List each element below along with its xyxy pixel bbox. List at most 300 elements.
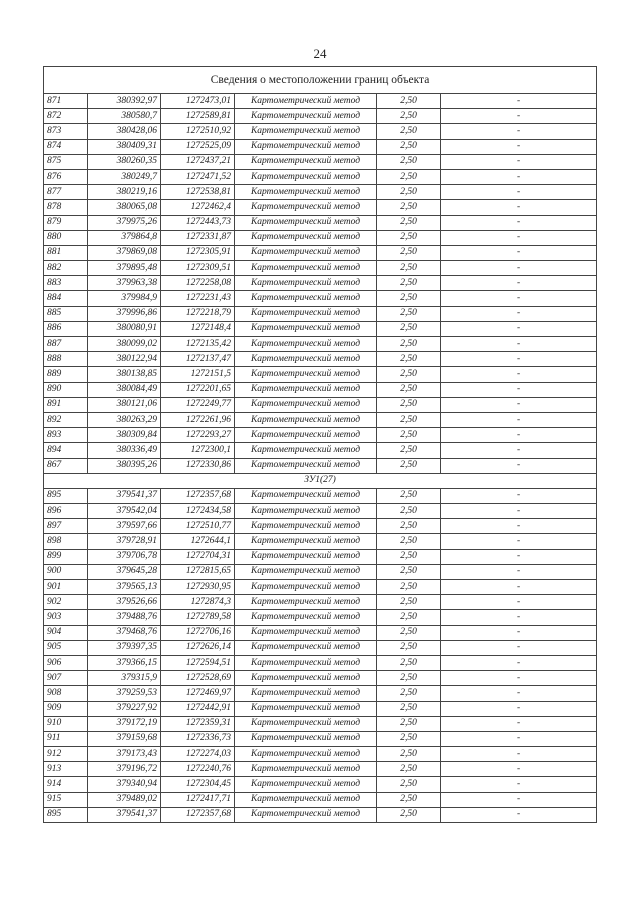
point-number-cell: 883 (44, 276, 88, 291)
point-number-cell: 896 (44, 504, 88, 519)
accuracy-cell: 2,50 (377, 397, 441, 412)
point-number-cell: 891 (44, 397, 88, 412)
coord-x-cell: 379366,15 (88, 655, 161, 670)
point-number-cell: 886 (44, 321, 88, 336)
coord-y-cell: 1272357,68 (161, 807, 235, 822)
description-cell: - (441, 245, 597, 260)
page-number: 24 (313, 46, 327, 61)
point-number-cell: 885 (44, 306, 88, 321)
boundary-coordinates-table (43, 66, 597, 823)
coord-x-cell: 380260,35 (88, 154, 161, 169)
coord-x-cell: 379565,13 (88, 580, 161, 595)
table-row (44, 807, 597, 822)
coord-y-cell: 1272789,58 (161, 610, 235, 625)
point-number-cell: 908 (44, 686, 88, 701)
description-cell: - (441, 154, 597, 169)
table-row (44, 397, 597, 412)
point-number-cell: 905 (44, 640, 88, 655)
coord-y-cell: 1272594,51 (161, 655, 235, 670)
point-number-cell: 873 (44, 124, 88, 139)
description-cell: - (441, 792, 597, 807)
method-cell: Картометрический метод (235, 807, 377, 822)
description-cell: - (441, 625, 597, 640)
accuracy-cell: 2,50 (377, 564, 441, 579)
accuracy-cell: 2,50 (377, 534, 441, 549)
accuracy-cell: 2,50 (377, 762, 441, 777)
description-cell: - (441, 276, 597, 291)
coord-y-cell: 1272437,21 (161, 154, 235, 169)
table-row (44, 412, 597, 427)
description-cell: - (441, 564, 597, 579)
method-cell: Картометрический метод (235, 109, 377, 124)
table-row (44, 169, 597, 184)
accuracy-cell: 2,50 (377, 185, 441, 200)
table-row (44, 564, 597, 579)
accuracy-cell: 2,50 (377, 595, 441, 610)
coord-y-cell: 1272510,77 (161, 519, 235, 534)
table-row (44, 352, 597, 367)
accuracy-cell: 2,50 (377, 807, 441, 822)
coord-y-cell: 1272135,42 (161, 337, 235, 352)
table-row (44, 655, 597, 670)
table-row (44, 595, 597, 610)
coord-y-cell: 1272336,73 (161, 731, 235, 746)
method-cell: Картометрический метод (235, 382, 377, 397)
coord-x-cell: 379706,78 (88, 549, 161, 564)
table-row (44, 747, 597, 762)
coord-x-cell: 379173,43 (88, 747, 161, 762)
coord-x-cell: 379340,94 (88, 777, 161, 792)
table-row (44, 215, 597, 230)
table-row (44, 504, 597, 519)
coord-x-cell: 379984,9 (88, 291, 161, 306)
table-row (44, 230, 597, 245)
point-number-cell: 904 (44, 625, 88, 640)
coord-y-cell: 1272589,81 (161, 109, 235, 124)
table-row (44, 261, 597, 276)
coord-x-cell: 380084,49 (88, 382, 161, 397)
description-cell: - (441, 169, 597, 184)
coord-x-cell: 379996,86 (88, 306, 161, 321)
point-number-cell: 892 (44, 412, 88, 427)
method-cell: Картометрический метод (235, 731, 377, 746)
coord-x-cell: 380263,29 (88, 412, 161, 427)
table-row (44, 139, 597, 154)
method-cell: Картометрический метод (235, 200, 377, 215)
description-cell: - (441, 139, 597, 154)
point-number-cell: 874 (44, 139, 88, 154)
description-cell: - (441, 230, 597, 245)
coord-y-cell: 1272644,1 (161, 534, 235, 549)
method-cell: Картометрический метод (235, 640, 377, 655)
description-cell: - (441, 109, 597, 124)
accuracy-cell: 2,50 (377, 412, 441, 427)
accuracy-cell: 2,50 (377, 428, 441, 443)
coord-x-cell: 379227,92 (88, 701, 161, 716)
coord-x-cell: 379895,48 (88, 261, 161, 276)
point-number-cell: 872 (44, 109, 88, 124)
method-cell: Картометрический метод (235, 321, 377, 336)
point-number-cell: 907 (44, 671, 88, 686)
method-cell: Картометрический метод (235, 777, 377, 792)
coord-y-cell: 1272874,3 (161, 595, 235, 610)
method-cell: Картометрический метод (235, 747, 377, 762)
method-cell: Картометрический метод (235, 124, 377, 139)
point-number-cell: 875 (44, 154, 88, 169)
method-cell: Картометрический метод (235, 245, 377, 260)
coord-x-cell: 379397,35 (88, 640, 161, 655)
coord-y-cell: 1272201,65 (161, 382, 235, 397)
method-cell: Картометрический метод (235, 185, 377, 200)
coord-x-cell: 379541,37 (88, 807, 161, 822)
point-number-cell: 910 (44, 716, 88, 731)
point-number-cell: 880 (44, 230, 88, 245)
method-cell: Картометрический метод (235, 671, 377, 686)
point-number-cell: 889 (44, 367, 88, 382)
description-cell: - (441, 428, 597, 443)
coord-y-cell: 1272274,03 (161, 747, 235, 762)
coord-x-cell: 380219,16 (88, 185, 161, 200)
description-cell: - (441, 686, 597, 701)
table-row (44, 777, 597, 792)
method-cell: Картометрический метод (235, 412, 377, 427)
point-number-cell: 899 (44, 549, 88, 564)
method-cell: Картометрический метод (235, 625, 377, 640)
coord-x-cell: 380580,7 (88, 109, 161, 124)
point-number-cell: 877 (44, 185, 88, 200)
description-cell: - (441, 337, 597, 352)
table-row (44, 701, 597, 716)
coord-x-cell: 380080,91 (88, 321, 161, 336)
description-cell: - (441, 291, 597, 306)
coord-x-cell: 379597,66 (88, 519, 161, 534)
coord-x-cell: 379975,26 (88, 215, 161, 230)
method-cell: Картометрический метод (235, 215, 377, 230)
coord-y-cell: 1272305,91 (161, 245, 235, 260)
coord-x-cell: 380409,31 (88, 139, 161, 154)
coord-x-cell: 379645,28 (88, 564, 161, 579)
method-cell: Картометрический метод (235, 564, 377, 579)
coord-y-cell: 1272510,92 (161, 124, 235, 139)
description-cell: - (441, 807, 597, 822)
method-cell: Картометрический метод (235, 701, 377, 716)
coord-y-cell: 1272359,31 (161, 716, 235, 731)
table-row (44, 792, 597, 807)
point-number-cell: 901 (44, 580, 88, 595)
coord-y-cell: 1272293,27 (161, 428, 235, 443)
coord-y-cell: 1272417,71 (161, 792, 235, 807)
coord-x-cell: 379196,72 (88, 762, 161, 777)
accuracy-cell: 2,50 (377, 337, 441, 352)
coord-y-cell: 1272930,95 (161, 580, 235, 595)
table-row (44, 428, 597, 443)
accuracy-cell: 2,50 (377, 306, 441, 321)
description-cell: - (441, 94, 597, 109)
coord-x-cell: 379468,76 (88, 625, 161, 640)
point-number-cell: 895 (44, 807, 88, 822)
method-cell: Картометрический метод (235, 610, 377, 625)
description-cell: - (441, 504, 597, 519)
coord-y-cell: 1272528,69 (161, 671, 235, 686)
coord-y-cell: 1272525,09 (161, 139, 235, 154)
method-cell: Картометрический метод (235, 443, 377, 458)
coord-y-cell: 1272261,96 (161, 412, 235, 427)
method-cell: Картометрический метод (235, 519, 377, 534)
description-cell: - (441, 412, 597, 427)
table-row (44, 671, 597, 686)
description-cell: - (441, 488, 597, 503)
accuracy-cell: 2,50 (377, 245, 441, 260)
coord-y-cell: 1272469,97 (161, 686, 235, 701)
accuracy-cell: 2,50 (377, 321, 441, 336)
point-number-cell: 887 (44, 337, 88, 352)
point-number-cell: 915 (44, 792, 88, 807)
point-number-cell: 879 (44, 215, 88, 230)
coord-y-cell: 1272473,01 (161, 94, 235, 109)
accuracy-cell: 2,50 (377, 747, 441, 762)
accuracy-cell: 2,50 (377, 154, 441, 169)
coord-y-cell: 1272462,4 (161, 200, 235, 215)
point-number-cell: 895 (44, 488, 88, 503)
point-number-cell: 890 (44, 382, 88, 397)
coord-x-cell: 379488,76 (88, 610, 161, 625)
coord-x-cell: 380121,06 (88, 397, 161, 412)
coord-x-cell: 379869,08 (88, 245, 161, 260)
section-heading-row (44, 473, 597, 488)
description-cell: - (441, 595, 597, 610)
accuracy-cell: 2,50 (377, 731, 441, 746)
table-row (44, 534, 597, 549)
description-cell: - (441, 716, 597, 731)
method-cell: Картометрический метод (235, 686, 377, 701)
coord-y-cell: 1272331,87 (161, 230, 235, 245)
description-cell: - (441, 580, 597, 595)
coord-x-cell: 379159,68 (88, 731, 161, 746)
coord-x-cell: 379864,8 (88, 230, 161, 245)
coord-x-cell: 380392,97 (88, 94, 161, 109)
point-number-cell: 903 (44, 610, 88, 625)
coord-y-cell: 1272309,51 (161, 261, 235, 276)
description-cell: - (441, 777, 597, 792)
table-row (44, 686, 597, 701)
accuracy-cell: 2,50 (377, 109, 441, 124)
table-row (44, 382, 597, 397)
method-cell: Картометрический метод (235, 549, 377, 564)
description-cell: - (441, 352, 597, 367)
coord-x-cell: 380099,02 (88, 337, 161, 352)
section-heading: ЗУ1(27) (44, 473, 597, 488)
coord-y-cell: 1272231,43 (161, 291, 235, 306)
method-cell: Картометрический метод (235, 276, 377, 291)
point-number-cell: 888 (44, 352, 88, 367)
coord-x-cell: 379963,38 (88, 276, 161, 291)
point-number-cell: 893 (44, 428, 88, 443)
description-cell: - (441, 731, 597, 746)
description-cell: - (441, 397, 597, 412)
description-cell: - (441, 306, 597, 321)
description-cell: - (441, 671, 597, 686)
method-cell: Картометрический метод (235, 261, 377, 276)
table-row (44, 519, 597, 534)
accuracy-cell: 2,50 (377, 792, 441, 807)
accuracy-cell: 2,50 (377, 716, 441, 731)
method-cell: Картометрический метод (235, 139, 377, 154)
table-row (44, 610, 597, 625)
point-number-cell: 897 (44, 519, 88, 534)
point-number-cell: 906 (44, 655, 88, 670)
coord-y-cell: 1272300,1 (161, 443, 235, 458)
description-cell: - (441, 200, 597, 215)
accuracy-cell: 2,50 (377, 352, 441, 367)
table-row (44, 337, 597, 352)
accuracy-cell: 2,50 (377, 200, 441, 215)
coord-x-cell: 380395,26 (88, 458, 161, 473)
coord-x-cell: 379728,91 (88, 534, 161, 549)
description-cell: - (441, 321, 597, 336)
description-cell: - (441, 215, 597, 230)
coord-x-cell: 379315,9 (88, 671, 161, 686)
coord-y-cell: 1272357,68 (161, 488, 235, 503)
method-cell: Картометрический метод (235, 291, 377, 306)
coord-y-cell: 1272218,79 (161, 306, 235, 321)
accuracy-cell: 2,50 (377, 169, 441, 184)
point-number-cell: 912 (44, 747, 88, 762)
accuracy-cell: 2,50 (377, 215, 441, 230)
coord-x-cell: 379172,19 (88, 716, 161, 731)
accuracy-cell: 2,50 (377, 382, 441, 397)
point-number-cell: 882 (44, 261, 88, 276)
accuracy-cell: 2,50 (377, 367, 441, 382)
table-row (44, 321, 597, 336)
accuracy-cell: 2,50 (377, 640, 441, 655)
method-cell: Картометрический метод (235, 428, 377, 443)
method-cell: Картометрический метод (235, 94, 377, 109)
table-row (44, 94, 597, 109)
table-row (44, 276, 597, 291)
accuracy-cell: 2,50 (377, 488, 441, 503)
method-cell: Картометрический метод (235, 762, 377, 777)
coord-x-cell: 380065,08 (88, 200, 161, 215)
table-row (44, 367, 597, 382)
description-cell: - (441, 443, 597, 458)
description-cell: - (441, 185, 597, 200)
coord-y-cell: 1272240,76 (161, 762, 235, 777)
coord-y-cell: 1272304,45 (161, 777, 235, 792)
method-cell: Картометрический метод (235, 367, 377, 382)
method-cell: Картометрический метод (235, 792, 377, 807)
table-row (44, 549, 597, 564)
coord-x-cell: 380428,06 (88, 124, 161, 139)
accuracy-cell: 2,50 (377, 230, 441, 245)
accuracy-cell: 2,50 (377, 276, 441, 291)
accuracy-cell: 2,50 (377, 94, 441, 109)
coord-y-cell: 1272442,91 (161, 701, 235, 716)
description-cell: - (441, 458, 597, 473)
description-cell: - (441, 747, 597, 762)
accuracy-cell: 2,50 (377, 777, 441, 792)
coord-y-cell: 1272148,4 (161, 321, 235, 336)
point-number-cell: 881 (44, 245, 88, 260)
table-row (44, 124, 597, 139)
description-cell: - (441, 534, 597, 549)
accuracy-cell: 2,50 (377, 671, 441, 686)
method-cell: Картометрический метод (235, 397, 377, 412)
table-row (44, 731, 597, 746)
coord-x-cell: 380336,49 (88, 443, 161, 458)
point-number-cell: 909 (44, 701, 88, 716)
coord-x-cell: 379542,04 (88, 504, 161, 519)
accuracy-cell: 2,50 (377, 701, 441, 716)
coord-x-cell: 380249,7 (88, 169, 161, 184)
coord-y-cell: 1272815,65 (161, 564, 235, 579)
point-number-cell: 876 (44, 169, 88, 184)
coord-x-cell: 380309,84 (88, 428, 161, 443)
method-cell: Картометрический метод (235, 169, 377, 184)
method-cell: Картометрический метод (235, 595, 377, 610)
method-cell: Картометрический метод (235, 655, 377, 670)
method-cell: Картометрический метод (235, 337, 377, 352)
coord-x-cell: 379526,66 (88, 595, 161, 610)
description-cell: - (441, 519, 597, 534)
coord-y-cell: 1272330,86 (161, 458, 235, 473)
table-row (44, 245, 597, 260)
description-cell: - (441, 640, 597, 655)
description-cell: - (441, 655, 597, 670)
method-cell: Картометрический метод (235, 306, 377, 321)
method-cell: Картометрический метод (235, 580, 377, 595)
table-row (44, 640, 597, 655)
accuracy-cell: 2,50 (377, 139, 441, 154)
description-cell: - (441, 367, 597, 382)
coord-y-cell: 1272706,16 (161, 625, 235, 640)
point-number-cell: 900 (44, 564, 88, 579)
coord-x-cell: 379489,02 (88, 792, 161, 807)
method-cell: Картометрический метод (235, 488, 377, 503)
coord-y-cell: 1272258,08 (161, 276, 235, 291)
table-title-row (44, 67, 597, 94)
accuracy-cell: 2,50 (377, 580, 441, 595)
accuracy-cell: 2,50 (377, 124, 441, 139)
coord-y-cell: 1272704,31 (161, 549, 235, 564)
description-cell: - (441, 762, 597, 777)
accuracy-cell: 2,50 (377, 504, 441, 519)
description-cell: - (441, 610, 597, 625)
method-cell: Картометрический метод (235, 504, 377, 519)
table-row (44, 762, 597, 777)
table-row (44, 458, 597, 473)
accuracy-cell: 2,50 (377, 291, 441, 306)
table-row (44, 185, 597, 200)
coord-y-cell: 1272443,73 (161, 215, 235, 230)
table-row (44, 443, 597, 458)
accuracy-cell: 2,50 (377, 519, 441, 534)
accuracy-cell: 2,50 (377, 443, 441, 458)
table-row (44, 291, 597, 306)
description-cell: - (441, 382, 597, 397)
coord-x-cell: 380138,85 (88, 367, 161, 382)
coord-y-cell: 1272471,52 (161, 169, 235, 184)
coord-y-cell: 1272137,47 (161, 352, 235, 367)
coord-y-cell: 1272249,77 (161, 397, 235, 412)
coord-y-cell: 1272151,5 (161, 367, 235, 382)
method-cell: Картометрический метод (235, 716, 377, 731)
point-number-cell: 902 (44, 595, 88, 610)
coord-x-cell: 379259,53 (88, 686, 161, 701)
table-row (44, 716, 597, 731)
point-number-cell: 911 (44, 731, 88, 746)
accuracy-cell: 2,50 (377, 261, 441, 276)
accuracy-cell: 2,50 (377, 610, 441, 625)
